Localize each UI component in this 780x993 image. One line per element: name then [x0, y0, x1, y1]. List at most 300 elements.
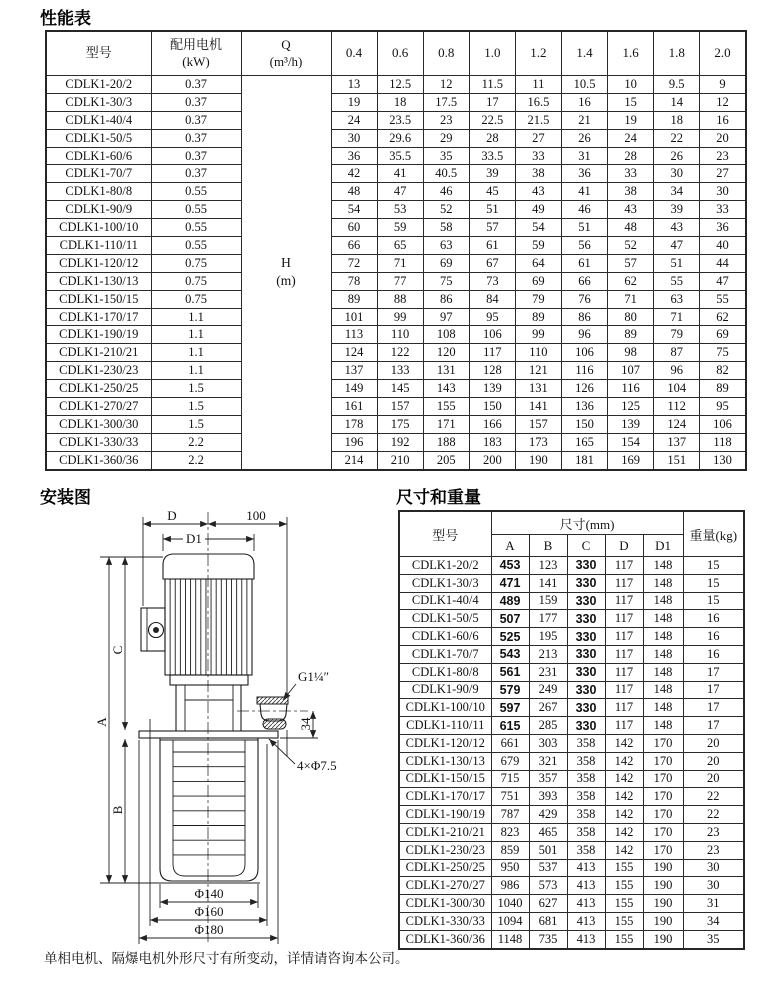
motor-kw-cell: 1.1: [151, 326, 241, 344]
head-value-cell: 27: [515, 129, 561, 147]
size-cell: 393: [529, 788, 567, 806]
motor-kw-cell: 0.37: [151, 111, 241, 129]
col-q-line2: (m³/h): [269, 53, 303, 69]
size-cell: 330: [567, 574, 605, 592]
label-d: D: [167, 508, 177, 523]
model-cell: CDLK1-190/19: [399, 806, 491, 824]
model-cell: CDLK1-90/9: [399, 681, 491, 699]
size-cell: 1094: [491, 912, 529, 930]
head-value-cell: 131: [423, 362, 469, 380]
head-value-cell: 196: [331, 433, 377, 451]
model-cell: CDLK1-250/25: [399, 859, 491, 877]
weight-cell: 23: [683, 823, 744, 841]
label-c: C: [110, 645, 125, 655]
head-value-cell: 43: [608, 201, 654, 219]
label-100: 100: [246, 508, 266, 523]
size-cell: 413: [567, 859, 605, 877]
model-cell: CDLK1-100/10: [46, 219, 151, 237]
head-value-cell: 22: [654, 129, 700, 147]
size-cell: 155: [605, 912, 643, 930]
size-cell: 148: [643, 610, 683, 628]
head-value-cell: 122: [377, 344, 423, 362]
size-cell: 950: [491, 859, 529, 877]
model-cell: CDLK1-20/2: [46, 76, 151, 94]
size-cell: 681: [529, 912, 567, 930]
size-cell: 148: [643, 592, 683, 610]
size-cell: 170: [643, 734, 683, 752]
size-cell: 413: [567, 877, 605, 895]
size-cell: 148: [643, 557, 683, 575]
size-cell: 117: [605, 663, 643, 681]
size-cell: 573: [529, 877, 567, 895]
head-value-cell: 19: [331, 93, 377, 111]
performance-row: [46, 433, 746, 451]
performance-row: [46, 147, 746, 165]
head-value-cell: 51: [469, 201, 515, 219]
dimensions-row: [399, 717, 744, 735]
flow-header: 1.2: [515, 31, 561, 76]
model-cell: CDLK1-110/11: [46, 237, 151, 255]
head-value-cell: 46: [561, 201, 607, 219]
weight-cell: 16: [683, 645, 744, 663]
motor-kw-cell: 1.5: [151, 380, 241, 398]
motor-kw-cell: 1.5: [151, 415, 241, 433]
head-value-cell: 157: [377, 398, 423, 416]
head-value-cell: 124: [331, 344, 377, 362]
size-cell: 330: [567, 699, 605, 717]
head-value-cell: 33: [515, 147, 561, 165]
size-cell: 213: [529, 645, 567, 663]
flow-header: 0.6: [377, 31, 423, 76]
size-cell: 285: [529, 717, 567, 735]
model-cell: CDLK1-60/6: [399, 628, 491, 646]
head-value-cell: 181: [561, 451, 607, 469]
size-cell: 787: [491, 806, 529, 824]
head-value-cell: 82: [700, 362, 746, 380]
model-cell: CDLK1-70/7: [46, 165, 151, 183]
head-value-cell: 106: [700, 415, 746, 433]
performance-row: [46, 362, 746, 380]
size-cell: 117: [605, 717, 643, 735]
dimensions-row: [399, 681, 744, 699]
size-cell: 358: [567, 788, 605, 806]
size-cell: 330: [567, 592, 605, 610]
head-value-cell: 155: [423, 398, 469, 416]
size-cell: 249: [529, 681, 567, 699]
head-value-cell: 43: [654, 219, 700, 237]
head-value-cell: 104: [654, 380, 700, 398]
model-cell: CDLK1-300/30: [399, 895, 491, 913]
head-value-cell: 124: [654, 415, 700, 433]
size-cell: 330: [567, 681, 605, 699]
performance-row: [46, 219, 746, 237]
head-value-cell: 87: [654, 344, 700, 362]
model-cell: CDLK1-130/13: [46, 272, 151, 290]
head-value-cell: 178: [331, 415, 377, 433]
model-cell: CDLK1-190/19: [46, 326, 151, 344]
dimensions-row: [399, 859, 744, 877]
weight-cell: 20: [683, 734, 744, 752]
flow-header: 0.8: [423, 31, 469, 76]
head-value-cell: 60: [331, 219, 377, 237]
head-value-cell: 14: [654, 93, 700, 111]
head-value-cell: 57: [608, 254, 654, 272]
head-value-cell: 33: [700, 201, 746, 219]
head-value-cell: 11.5: [469, 76, 515, 94]
head-value-cell: 71: [654, 308, 700, 326]
model-cell: CDLK1-50/5: [46, 129, 151, 147]
size-cell: 357: [529, 770, 567, 788]
size-cell: 195: [529, 628, 567, 646]
head-unit-cell: H (m): [241, 76, 331, 470]
head-value-cell: 190: [515, 451, 561, 469]
head-value-cell: 39: [654, 201, 700, 219]
size-cell: 597: [491, 699, 529, 717]
model-cell: CDLK1-360/36: [399, 930, 491, 948]
head-value-cell: 188: [423, 433, 469, 451]
size-cell: 117: [605, 592, 643, 610]
size-cell: 358: [567, 806, 605, 824]
motor-kw-cell: 0.75: [151, 290, 241, 308]
dimensions-row: [399, 752, 744, 770]
motor-kw-cell: 0.37: [151, 93, 241, 111]
motor-kw-cell: 2.2: [151, 451, 241, 469]
head-value-cell: 118: [700, 433, 746, 451]
head-value-cell: 77: [377, 272, 423, 290]
size-cell: 413: [567, 912, 605, 930]
size-cell: 507: [491, 610, 529, 628]
model-cell: CDLK1-250/25: [46, 380, 151, 398]
dims-col-weight-header: 重量(kg): [683, 511, 744, 557]
head-value-cell: 89: [331, 290, 377, 308]
head-value-cell: 40: [700, 237, 746, 255]
head-value-cell: 59: [515, 237, 561, 255]
head-value-cell: 29.6: [377, 129, 423, 147]
performance-table-head: [46, 31, 746, 76]
model-cell: CDLK1-170/17: [399, 788, 491, 806]
head-value-cell: 36: [700, 219, 746, 237]
head-value-cell: 128: [469, 362, 515, 380]
head-value-cell: 116: [561, 362, 607, 380]
head-value-cell: 63: [654, 290, 700, 308]
head-value-cell: 80: [608, 308, 654, 326]
head-value-cell: 67: [469, 254, 515, 272]
size-cell: 155: [605, 859, 643, 877]
flow-header: 1.8: [654, 31, 700, 76]
head-value-cell: 175: [377, 415, 423, 433]
dimensions-row: [399, 610, 744, 628]
head-value-cell: 121: [515, 362, 561, 380]
size-cell: 679: [491, 752, 529, 770]
head-value-cell: 137: [331, 362, 377, 380]
head-value-cell: 55: [654, 272, 700, 290]
head-value-cell: 10: [608, 76, 654, 94]
head-value-cell: 69: [515, 272, 561, 290]
model-cell: CDLK1-120/12: [399, 734, 491, 752]
head-value-cell: 99: [377, 308, 423, 326]
head-value-cell: 166: [469, 415, 515, 433]
flow-header: 1.6: [608, 31, 654, 76]
size-cell: 1040: [491, 895, 529, 913]
head-value-cell: 169: [608, 451, 654, 469]
head-value-cell: 33: [608, 165, 654, 183]
head-value-cell: 18: [654, 111, 700, 129]
head-value-cell: 84: [469, 290, 515, 308]
head-value-cell: 52: [608, 237, 654, 255]
size-col-header: D1: [643, 535, 683, 557]
model-cell: CDLK1-210/21: [399, 823, 491, 841]
size-cell: 155: [605, 930, 643, 948]
head-value-cell: 95: [469, 308, 515, 326]
head-value-cell: 116: [608, 380, 654, 398]
head-value-cell: 49: [515, 201, 561, 219]
motor-kw-cell: 1.1: [151, 308, 241, 326]
size-cell: 117: [605, 557, 643, 575]
dimensions-row: [399, 895, 744, 913]
head-value-cell: 47: [700, 272, 746, 290]
label-phi180: Φ180: [194, 922, 224, 937]
model-cell: CDLK1-270/27: [46, 398, 151, 416]
head-value-cell: 53: [377, 201, 423, 219]
head-value-cell: 120: [423, 344, 469, 362]
size-cell: 142: [605, 806, 643, 824]
head-value-cell: 200: [469, 451, 515, 469]
size-cell: 170: [643, 788, 683, 806]
pump-barrel: [160, 738, 258, 881]
col-model-header: 型号: [46, 31, 151, 76]
head-value-cell: 13: [331, 76, 377, 94]
size-cell: 471: [491, 574, 529, 592]
label-b: B: [110, 805, 125, 815]
size-cell: 148: [643, 574, 683, 592]
performance-row: [46, 76, 746, 94]
head-value-cell: 35: [423, 147, 469, 165]
dimensions-row: [399, 841, 744, 859]
size-cell: 148: [643, 628, 683, 646]
size-cell: 190: [643, 912, 683, 930]
head-value-cell: 71: [377, 254, 423, 272]
performance-header-row: [46, 31, 746, 76]
dimensions-row: [399, 645, 744, 663]
head-value-cell: 28: [608, 147, 654, 165]
head-value-cell: 55: [700, 290, 746, 308]
size-cell: 413: [567, 895, 605, 913]
head-value-cell: 59: [377, 219, 423, 237]
performance-row: [46, 201, 746, 219]
size-cell: 142: [605, 734, 643, 752]
model-cell: CDLK1-40/4: [399, 592, 491, 610]
size-cell: 751: [491, 788, 529, 806]
head-value-cell: 95: [700, 398, 746, 416]
size-cell: 735: [529, 930, 567, 948]
performance-row: [46, 398, 746, 416]
size-cell: 117: [605, 628, 643, 646]
head-value-cell: 107: [608, 362, 654, 380]
head-value-cell: 88: [377, 290, 423, 308]
dimensions-row: [399, 574, 744, 592]
head-value-cell: 36: [561, 165, 607, 183]
performance-row: [46, 254, 746, 272]
size-cell: 170: [643, 841, 683, 859]
size-cell: 141: [529, 574, 567, 592]
head-value-cell: 61: [469, 237, 515, 255]
weight-cell: 16: [683, 610, 744, 628]
dimensions-title: 尺寸和重量: [396, 488, 481, 507]
head-value-cell: 12.5: [377, 76, 423, 94]
size-col-header: B: [529, 535, 567, 557]
performance-table: [45, 30, 747, 471]
size-cell: 142: [605, 752, 643, 770]
head-value-cell: 46: [423, 183, 469, 201]
dimensions-row: [399, 912, 744, 930]
size-cell: 330: [567, 645, 605, 663]
performance-row: [46, 183, 746, 201]
col-motor-line2: (kW): [182, 53, 210, 69]
model-cell: CDLK1-40/4: [46, 111, 151, 129]
head-value-cell: 27: [700, 165, 746, 183]
dimensions-row: [399, 788, 744, 806]
head-value-cell: 149: [331, 380, 377, 398]
head-value-cell: 139: [608, 415, 654, 433]
model-cell: CDLK1-300/30: [46, 415, 151, 433]
dimensions-row: [399, 823, 744, 841]
weight-cell: 17: [683, 681, 744, 699]
label-phi160: Φ160: [194, 904, 224, 919]
head-value-cell: 150: [469, 398, 515, 416]
head-value-cell: 143: [423, 380, 469, 398]
motor-kw-cell: 0.75: [151, 272, 241, 290]
head-value-cell: 19: [608, 111, 654, 129]
weight-cell: 15: [683, 592, 744, 610]
head-value-cell: 137: [654, 433, 700, 451]
head-value-cell: 89: [608, 326, 654, 344]
performance-row: [46, 93, 746, 111]
size-cell: 148: [643, 663, 683, 681]
motor-kw-cell: 1.1: [151, 344, 241, 362]
size-cell: 615: [491, 717, 529, 735]
head-value-cell: 99: [515, 326, 561, 344]
model-cell: CDLK1-210/21: [46, 344, 151, 362]
head-value-cell: 21: [561, 111, 607, 129]
performance-row: [46, 380, 746, 398]
size-cell: 159: [529, 592, 567, 610]
size-cell: 303: [529, 734, 567, 752]
head-value-cell: 66: [331, 237, 377, 255]
performance-row: [46, 415, 746, 433]
size-cell: 715: [491, 770, 529, 788]
size-cell: 117: [605, 610, 643, 628]
head-value-cell: 145: [377, 380, 423, 398]
label-holes: 4×Φ7.5: [297, 758, 337, 773]
head-value-cell: 76: [561, 290, 607, 308]
head-value-cell: 48: [331, 183, 377, 201]
dimensions-row: [399, 592, 744, 610]
head-value-cell: 110: [377, 326, 423, 344]
dimensions-row: [399, 663, 744, 681]
footer-note: 单相电机、隔爆电机外形尺寸有所变动，详情请咨询本公司。: [44, 951, 409, 966]
model-cell: CDLK1-230/23: [399, 841, 491, 859]
model-cell: CDLK1-150/15: [399, 770, 491, 788]
size-cell: 123: [529, 557, 567, 575]
model-cell: CDLK1-50/5: [399, 610, 491, 628]
size-cell: 148: [643, 717, 683, 735]
head-value-cell: 26: [561, 129, 607, 147]
size-cell: 358: [567, 841, 605, 859]
size-cell: 170: [643, 770, 683, 788]
size-cell: 579: [491, 681, 529, 699]
size-cell: 330: [567, 663, 605, 681]
model-cell: CDLK1-90/9: [46, 201, 151, 219]
head-value-cell: 40.5: [423, 165, 469, 183]
size-cell: 117: [605, 699, 643, 717]
performance-row: [46, 129, 746, 147]
model-cell: CDLK1-80/8: [46, 183, 151, 201]
model-cell: CDLK1-230/23: [46, 362, 151, 380]
size-cell: 358: [567, 823, 605, 841]
label-phi140: Φ140: [194, 886, 224, 901]
head-value-cell: 136: [561, 398, 607, 416]
performance-row: [46, 308, 746, 326]
weight-cell: 17: [683, 663, 744, 681]
weight-cell: 35: [683, 930, 744, 948]
size-cell: 190: [643, 930, 683, 948]
head-value-cell: 21.5: [515, 111, 561, 129]
dimensions-header-row1: [399, 511, 744, 535]
head-value-cell: 96: [654, 362, 700, 380]
performance-title: 性能表: [40, 9, 91, 28]
head-value-cell: 42: [331, 165, 377, 183]
head-value-cell: 38: [608, 183, 654, 201]
size-cell: 267: [529, 699, 567, 717]
flow-header: 1.0: [469, 31, 515, 76]
head-value-cell: 69: [423, 254, 469, 272]
motor-kw-cell: 1.1: [151, 362, 241, 380]
head-value-cell: 48: [608, 219, 654, 237]
head-value-cell: 157: [515, 415, 561, 433]
head-value-cell: 23: [700, 147, 746, 165]
motor-kw-cell: 0.75: [151, 254, 241, 272]
head-value-cell: 62: [608, 272, 654, 290]
head-value-cell: 47: [654, 237, 700, 255]
size-cell: 155: [605, 895, 643, 913]
head-value-cell: 75: [423, 272, 469, 290]
performance-row: [46, 237, 746, 255]
weight-cell: 16: [683, 628, 744, 646]
head-value-cell: 52: [423, 201, 469, 219]
model-cell: CDLK1-70/7: [399, 645, 491, 663]
performance-row: [46, 290, 746, 308]
barrel-stage-lines: [173, 752, 245, 855]
motor-kw-cell: 0.55: [151, 183, 241, 201]
head-value-cell: 66: [561, 272, 607, 290]
flow-header: 1.4: [561, 31, 607, 76]
discharge-port: [257, 697, 288, 729]
dimensions-table-body: [399, 557, 744, 949]
model-cell: CDLK1-330/33: [399, 912, 491, 930]
label-a: A: [94, 717, 109, 727]
dimensions-row: [399, 699, 744, 717]
size-col-header: A: [491, 535, 529, 557]
size-cell: 661: [491, 734, 529, 752]
head-value-cell: 214: [331, 451, 377, 469]
motor-kw-cell: 1.5: [151, 398, 241, 416]
label-d1: D1: [186, 531, 202, 546]
head-value-cell: 16: [561, 93, 607, 111]
head-value-cell: 16.5: [515, 93, 561, 111]
size-cell: 148: [643, 681, 683, 699]
head-value-cell: 73: [469, 272, 515, 290]
head-value-cell: 79: [515, 290, 561, 308]
